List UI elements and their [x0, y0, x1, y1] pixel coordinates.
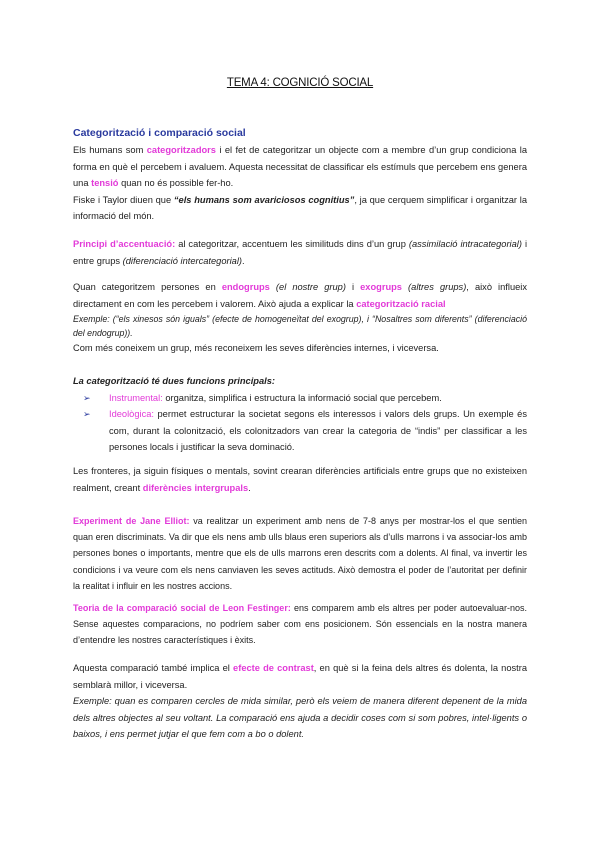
keyword-elliot: Experiment de Jane Elliot: — [73, 516, 190, 526]
keyword-racial: categorització racial — [356, 298, 446, 309]
keyword-endogrups: endogrups — [221, 282, 270, 292]
paragraph-elliot: Experiment de Jane Elliot: va realitzar un experiment amb nens de 7-8 anys per mostrar-los el que sentien quan eren discriminats. Va dir que els nens amb ulls blaus eren superiors als d’ulls marrons i va associar-los amb persones bones o importants, mentre que els de ulls marrons eren descrits com a dolents. Al final, va invertir les condicions i va veure com els nens canviaven les seves actituds. Això demostra el poder de l’autoritat per definir la realitat i influir en les nostres accions. — [73, 516, 527, 591]
section-elliot — [73, 513, 527, 594]
keyword-principi: Principi d’accentuació: — [73, 239, 176, 249]
page-title: TEMA 4: COGNICIÓ SOCIAL — [226, 77, 374, 89]
arrow-bullet-icon: ➢ — [83, 392, 91, 403]
list-item: ➢ Ideològica: permet estructurar la societat segons els interessos i valors dels grups. Un exemple és com, durant la colonització, els colonitzadors van crear la categoria de “indis” per classificar a les persones locals i justificar la seva dominació. — [73, 406, 527, 456]
list-item: ➢ Instrumental: organitza, simplifica i estructura la informació social que percebem. — [73, 390, 527, 407]
quote-avaricious: “els humans som avariciosos cognitius” — [173, 194, 355, 205]
paragraph-knowledge: Com més coneixem un grup, més reconeixem les seves diferències internes, i viceversa. — [73, 343, 439, 353]
paragraph-festinger: Teoria de la comparació social de Leon Festinger: ens comparem amb els altres per poder autoevaluar-nos. Sense aquestes comparacions, no podríem saber com ens posicionem. Són essencials en la nostra manera d’entendre les nostres característiques i èxits. — [73, 603, 527, 646]
keyword-intergroup: diferències intergrupals — [142, 482, 249, 493]
functions-lead: La categorització té dues funcions principals: — [73, 376, 275, 386]
keyword-tensio: tensió — [91, 178, 119, 188]
keyword-exogrups: exogrups — [360, 282, 402, 292]
example-groups: Exemple: (“els xinesos són iguals” (efecte de homogeneïtat del exogrup), i “Nosaltres som diferents” (diferenciació del endogrup)). — [73, 314, 527, 338]
keyword-categoritzadors: categoritzadors — [146, 145, 216, 155]
section-groups — [73, 279, 527, 357]
section-borders — [73, 463, 527, 496]
keyword-ideologica: Ideològica: — [109, 409, 154, 419]
arrow-bullet-icon: ➢ — [83, 409, 91, 419]
paragraph-fiske-taylor: Fiske i Taylor diuen que “els humans som avariciosos cognitius”, ja que cerquem simplificar i organitzar la informació del món. — [73, 194, 527, 221]
paragraph-contrast: Aquesta comparació també implica el efecte de contrast, en què si la feina dels altres és dolenta, la nostra semblarà millor, i viceversa. — [73, 663, 527, 690]
paragraph-accentuation: Principi d’accentuació: al categoritzar, accentuem les similituds dins d’un grup (assimilació intracategorial) i entre grups (diferenciació intercategorial). — [73, 239, 528, 266]
section-functions — [73, 373, 527, 456]
section-categorization — [73, 124, 527, 225]
section-accentuation — [73, 236, 527, 269]
keyword-contrast: efecte de contrast — [233, 663, 314, 673]
example-contrast: Exemple: quan es comparen cercles de mida similar, però els veiem de manera diferent depenent de la mida dels altres objectes al seu voltant. La comparació ens ajuda a decidir coses com si som pobres, intel·ligents o baixos, i ens permet jutjar el que fem com a bo o dolent. — [73, 696, 527, 739]
keyword-festinger: Teoria de la comparació social de Leon Festinger: — [73, 603, 291, 613]
paragraph-groups: Quan categoritzem persones en endogrups (el nostre grup) i exogrups (altres grups), això influeix directament en com les percebem i valorem. Això ajuda a explicar la categorització racial — [73, 282, 527, 309]
keyword-instrumental: Instrumental: — [109, 392, 163, 403]
section-heading: Categorització i comparació social — [73, 127, 246, 139]
paragraph-intro: Els humans som categoritzadors i el fet de categoritzar un objecte com a membre d’un grup condiciona la forma en què el percebem i avaluem. Aquesta necessitat de classificar els estímuls que percebem ens genera una tensió quan no és possible fer-ho. — [73, 145, 528, 188]
section-contrast — [73, 660, 527, 743]
paragraph-borders: Les fronteres, ja siguin físiques o mentals, sovint crearan diferències artificials entre grups que no existeixen realment, creant diferències intergrupals. — [73, 466, 527, 493]
section-festinger — [73, 600, 527, 649]
